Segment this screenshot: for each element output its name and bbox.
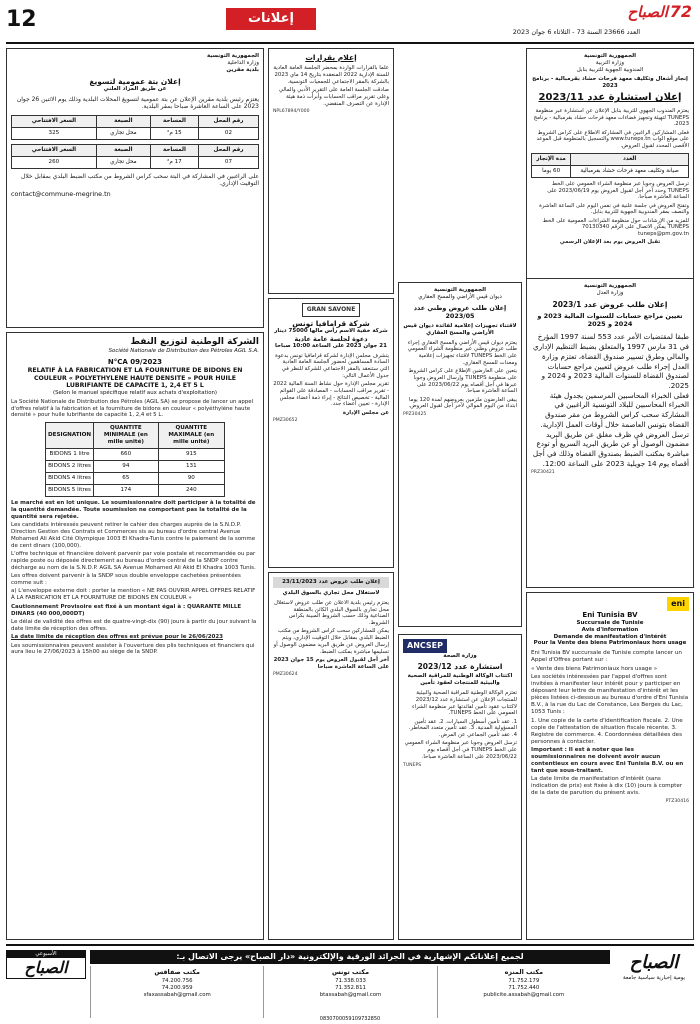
table-cell: 90: [158, 472, 224, 484]
ad-paragraph: فعلى المشاركين الراغبين في المشاركة الاطلاع على كراس الشروط على موقع الواب www.tuneps.tn والتسجيل بالمنظومة قبل الموعد الأقصى المحدد لقبول العروض.: [536, 129, 689, 150]
ad-subtitle: لاقتناء تجهيزات إعلامية لفائدة ديوان قيس الأراضي والمسح العقاري: [403, 322, 517, 336]
table-cell: محل تجاري: [96, 156, 150, 168]
table-head: الصبغة: [96, 115, 150, 127]
table-cell: 260: [12, 156, 97, 168]
lease-table-1: [11, 115, 259, 140]
ad-title: RELATIF À LA FABRICATION ET LA FOURNITURE DE BIDONS EN COULEUR « POLYETHYLENE HAUTE DENSITE » POUR HUILE LUBRIFIANTE DE CAPACITE 1, 2,4 ET 5 L: [27, 366, 243, 390]
ad-paragraph: يتشرف مجلس الإدارة لشركة قرامافيا تونس بدعوة السادة المساهمين لحضور الجلسة العامة العادية التي ستنعقد بالمقر الاجتماعي للشركة للنظر في جدول الأعمال التالي:: [275, 352, 389, 379]
ad-reference: PTZ30416: [665, 799, 689, 805]
office-email[interactable]: sfaxassabah@gmail.com: [143, 991, 211, 998]
table-head: العدد: [571, 153, 689, 165]
table-head: السعر الافتتاحي: [12, 144, 97, 156]
masthead-logo: [626, 2, 692, 32]
company-line: Avis d'information: [581, 626, 639, 633]
office-fax: 71.752.440: [508, 984, 540, 991]
page-header: [0, 0, 700, 46]
column-3: [398, 48, 522, 940]
eni-logo: eni: [667, 597, 689, 611]
issue-line: العدد 23666 السنة 73 - الثلاثاء 6 جوان 2023: [512, 28, 640, 36]
ad-justice-ministry: [526, 278, 694, 588]
table-cell: 07: [198, 156, 258, 168]
ad-ancsep: [398, 634, 522, 940]
ad-subtitle: تعيين مراجع حسابات للسنوات المالية 2023 و 2024 و 2025: [537, 312, 683, 329]
ad-sndp-agil: [6, 332, 264, 940]
republic-label: الجمهورية التونسية: [583, 283, 637, 289]
office-fax: 74.200.959: [161, 984, 193, 991]
table-cell: BIDONS 2 litres: [46, 460, 94, 472]
table-head: الصبغة: [96, 144, 150, 156]
table-head: رقم المحل: [198, 144, 258, 156]
ad-intro: (Selon le manuel spécifique relatif aux achats d'exploitation): [52, 390, 218, 396]
ad-paragraph: على الراغبين في المشاركة في البتة سحب كراس الشروط من مكتب الضبط البلدي بمقابل خلال التوقيت الإداري.: [20, 172, 259, 188]
office-title: مكتب تونس: [331, 968, 370, 976]
ad-signature: عن مجلس الإدارة: [342, 409, 389, 416]
ad-municipal-tender: [268, 572, 394, 940]
table-cell: 65: [94, 472, 159, 484]
office-email[interactable]: btassabah@gmail.com: [319, 991, 382, 998]
ad-intro: يعتزم المندوب الجهوي للتربية بنابل الإعلان عن استشارة عبر منظومة TUNEPS لتهيئة وتجهيز فضاءات معهد فرحات حشاد بقرمبالية - برنامج 2023.: [533, 107, 689, 128]
subject-label: إنجاز أشغال وتكليف معهد فرحات حشاد بقرمبالية - برنامج 2023: [532, 75, 688, 89]
ad-title: إعلان طلب عروض عدد 2023/1: [552, 299, 668, 309]
contact-email[interactable]: contact@commune-megrine.tn: [11, 189, 111, 198]
ad-paragraph: يعتزم رئيس بلدية مقرين الإعلان عن بتة عمومية لتسويغ المحلات البلدية وذلك يوم الاثنين 26 جوان 2023 على الساعة العاشرة صباحا بمقر البلدية.: [16, 95, 259, 111]
masthead-number: 72: [669, 2, 692, 21]
ad-paragraph: ترسل العروض وجوبا عبر منظومة الشراء العمومي على الخط TUNEPS وحدد آخر أجل لقبول العروض يوم 2023/06/19 على الساعة العاشرة صباحا.: [547, 180, 689, 201]
company-name: Eni Tunisia BV: [582, 611, 638, 619]
header-rule: [6, 42, 694, 44]
footer-contact-cell: [90, 966, 263, 1018]
table-head: السعر الافتتاحي: [12, 115, 97, 127]
ad-paragraph: صادقت الجلسة العامة على التقرير الأدبي والمالي وعلى تقرير مراقب الحسابات وأبرأت ذمة هيئة الإدارة عن التصرف المنقضي.: [278, 87, 389, 107]
footer-contact-cell: [263, 966, 436, 1018]
ministry-label: وزارة التربية: [595, 59, 625, 66]
ad-megrine-municipality: [6, 48, 264, 328]
table-cell: محل تجاري: [96, 127, 150, 139]
footer-logo-tagline: يومية إخبارية سياسية جامعة: [622, 974, 686, 981]
ad-paragraph: Eni Tunisia BV succursale de Tunisie compte lancer un Appel d'Offres portant sur :: [531, 650, 682, 664]
ad-reference: PMZ30624: [273, 672, 298, 678]
footer-account-number: 0830700059109732850: [319, 1016, 381, 1022]
footer-contact-cells: [90, 966, 610, 1018]
ad-paragraph: Les soumissionnaires peuvent assister à l'ouverture des plis techniques et financiers qui aura lieu le 27/06/2023 à 15h00 au siège de la SNDP.: [11, 642, 255, 656]
ad-paragraph: ترسل العروض وجوبا عبر منظومة الشراء العمومي على الخط TUNEPS في أجل أقصاه يوم 2023/06/22 على الساعة العاشرة صباحا.: [404, 740, 517, 760]
ad-title: إعلان بتة عمومية لتسويغ: [89, 76, 181, 86]
column-1: [526, 48, 694, 940]
ad-land-survey: [398, 282, 522, 627]
table-cell: BIDONS 4 litres: [46, 472, 94, 484]
table-cell: 02: [198, 127, 258, 139]
footer-logo-name: الصباح: [24, 957, 68, 977]
ad-paragraph: يعتزم ديوان قيس الأراضي والمسح العقاري إجراء طلب عروض وطني عبر منظومة الشراء العمومي على الخط TUNEPS لاقتناء تجهيزات إعلامية ومعدات للمسح العقاري.: [407, 339, 517, 366]
ancsep-logo: ANCSEP: [403, 639, 447, 653]
ad-paragraph: a) L'enveloppe externe doit : porter la mention « NE PAS OUVRIR APPEL OFFRES RELATIF À LA FABRICATION ET LA FOURNITURE DE BIDONS EN COULEUR »: [11, 588, 256, 602]
office-email[interactable]: publicite.assabah@gmail.com: [483, 991, 565, 998]
ad-deadline: آخر أجل لقبول العروض يوم 15 جوان 2023 على الساعة العاشرة صباحا: [273, 656, 389, 670]
table-cell: 915: [158, 448, 224, 460]
ad-reference: PMZ30652: [273, 418, 298, 424]
office-phone: 71.752.179: [508, 978, 540, 984]
office-title: مكتب صفاقس: [154, 968, 201, 976]
office-phone: 71.338.033: [335, 978, 366, 984]
table-cell: 131: [158, 460, 224, 472]
ad-decisions: [268, 48, 394, 294]
ad-table: [531, 153, 689, 178]
ad-subtitle: لاستغلال محل تجاري بالسوق البلدي: [282, 589, 380, 596]
table-cell: 94: [94, 460, 159, 472]
ad-reference: PRZ30421: [531, 470, 555, 476]
footer-rule: [6, 944, 694, 946]
column-4: [6, 48, 264, 940]
table-head: DESIGNATION: [46, 423, 94, 449]
ad-paragraph: La date limite de manifestation d'intérêt (sans indication de prix) est fixée à dix (10) jours à compter de la date de parution du présent avis.: [531, 776, 683, 797]
table-row: [46, 460, 225, 472]
ad-reference: TUNEPS: [403, 762, 422, 768]
ad-paragraph: علما بالقرارات الواردة بمحضر الجلسة العامة العادية للسنة الإدارية 2022 المنعقدة بتاريخ 14 ماي 2023 بالشركة بالمقر الاجتماعي للجمعيات التونسية.: [273, 65, 389, 85]
office-fax: 71.352.811: [335, 984, 366, 991]
ad-title: إعلان طلب عروض عدد 23/11/2023: [282, 579, 380, 585]
table-row: [46, 448, 225, 460]
ad-date: 21 جوان 2023 على الساعة 10:00 صباحا: [275, 342, 387, 349]
ad-paragraph: طبقا لمقتضيات الأمر عدد 553 لسنة 1997 المؤرخ في 31 مارس 1997 والمتعلق بضبط التنظيم الإداري والمالي وطرق تسيير صندوق القضاة، تعتزم وزارة العدل إجراء طلب عروض لتعيين مراجع حسابات لصندوق القضاة للسنوات المالية 2023 و 2024 و 2025.: [533, 332, 689, 390]
ad-paragraph: La Société Nationale de Distribution des Pétroles (AGIL SA) se propose de lancer un appel d'offres relatif à la fabrication et la fourniture de bidons en couleur « polyéthylène haute densité » pour huile lubrifiante de capacité 1, 2,4 et 5 L.: [11, 398, 254, 419]
office-phone: 74.200.756: [161, 978, 193, 984]
office-title: مكتب المنزه: [504, 968, 544, 976]
table-cell: 325: [12, 127, 97, 139]
table-row: [12, 156, 259, 168]
ad-banner: [273, 577, 389, 588]
lease-table-2: [11, 144, 259, 169]
ad-paragraph: وتفتح العروض في جلسة علنية في نفس اليوم على الساعة العاشرة والنصف بمقر المندوبية الجهوية للتربية بنابل.: [539, 202, 689, 216]
ad-paragraph: للمزيد من الإرشادات حول منظومة الشراءات العمومية على الخط TUNEPS يمكن الاتصال على الرقم 70130340 tuneps@pm.gov.tn: [542, 217, 689, 238]
table-cell: 174: [94, 484, 159, 496]
footer-contact-cell: [437, 966, 610, 1018]
ad-paragraph: 1. Une copie de la carte d'identification fiscale. 2. Une copie de l'attestation de situation fiscale récente. 3. Registre de commerce. 4. Coordonnées détaillées des personnes à contacter.: [531, 717, 683, 745]
ad-subtitle: عن طريق المزاد العلني: [103, 86, 167, 92]
footer-logo-name: الصباح: [629, 952, 679, 973]
page-number: 12: [6, 7, 37, 32]
masthead-name: الصباح: [627, 3, 668, 21]
table-cell: صيانة وتكليف معهد فرحات حشاد بقرمبالية: [571, 165, 689, 177]
table-cell: BIDONS 1 litre: [46, 448, 94, 460]
ad-paragraph: تقرير مجلس الإدارة حول نشاط السنة المالية 2022 - تقرير مراقب الحسابات - المصادقة على القوائم المالية - تخصيص النتائج - إبراء ذمة أعضاء مجلس الإدارة - تعيين أعضاء جدد.: [273, 381, 389, 408]
table-row: [46, 472, 225, 484]
quantity-table: [45, 422, 225, 497]
page-footer: [0, 944, 700, 1024]
table-row: [46, 484, 225, 496]
ad-paragraph: Les offres doivent parvenir à la SNDP sous double enveloppe cachetées présentées comme suit :: [11, 573, 241, 587]
table-head: المساحة: [150, 115, 198, 127]
agil-logo-text: الشركة الوطنية لتوزيع النفط: [130, 337, 259, 347]
ad-eni-tunisia: [526, 592, 694, 940]
ad-subtitle: شركة خفية الاسم رأس مالها 75000 دينار: [274, 327, 388, 334]
company-line: Pour la Vente des biens Patrimoniaux hors usage: [533, 640, 687, 647]
ad-paragraph: Cautionnement Provisoire est fixé à un montant égal à : QUARANTE MILLE DINARS (40 000,000DT): [11, 603, 242, 617]
table-head: QUANTITE MINIMALE (en mille unité): [94, 423, 159, 449]
ministry-label: وزارة الداخلية: [227, 59, 259, 66]
ad-deadline: La date limite de réception des offres est prévue pour le 26/06/2023: [11, 634, 224, 641]
table-head: المساحة: [150, 144, 198, 156]
ad-subtitle: اكتتاب الوكالة الوطنية للمراقبة الصحية والبيئية للمنتجات لعقود تأمين: [407, 673, 513, 687]
table-cell: 17 م²: [150, 156, 198, 168]
ad-paragraph: Le délai de validité des offres est de quatre-vingt-dix (90) jours à partir du jour suivant la date limite de réception des offres.: [11, 618, 257, 632]
company-line: Demande de manifestation d'intérêt: [553, 633, 667, 640]
footer-logo-tagline: الأسبوعي: [7, 951, 85, 958]
agil-logo-subtext: Société Nationale de Distribution des Pétroles AGIL S.A.: [108, 348, 259, 355]
table-cell: 240: [158, 484, 224, 496]
footer-logo-right: [616, 952, 692, 981]
ad-title: إعلام بقرارات: [305, 53, 357, 62]
company-logo: GRAN SAVONE: [302, 303, 361, 317]
table-cell: 60 يوما: [532, 165, 571, 177]
ministry-label: وزارة الصحة: [443, 653, 477, 659]
ad-title: شركة قرامافيا تونس: [292, 318, 370, 328]
ad-number: N°CA 09/2023: [107, 358, 163, 366]
ad-reference: NPL67894/Y000: [273, 109, 310, 115]
ad-paragraph: يمكن للمشاركين سحب كراس الشروط من مكتب الضبط البلدي بمقابل خلال التوقيت الإداري، ويتم إرسال العروض عن طريق البريد مضمون الوصول أو تسليمها مباشرة بمكتب الضبط.: [273, 628, 389, 655]
ad-note: تقبل العروض يوم بعد الإعلان الرسمي: [559, 239, 661, 246]
city-label: بلدية مقرين: [226, 66, 259, 73]
ad-paragraph: Les sociétés intéressées par l'appel d'offres sont invitées à manifester leur intérêt pour y participer en déposant leur lettre de manifestation d'intérêt et les pièces listées ci-dessous au bureau d'ordre d'Eni Tunisia B.V., à la rue du Lac de Constance, Les Berges du Lac, 1053 Tunis :: [531, 674, 689, 716]
table-row: [12, 127, 259, 139]
republic-label: الجمهورية التونسية: [433, 287, 487, 293]
ad-paragraph: Important : Il est à noter que les soumissionnaires ne doivent avoir aucun contentieux en cours avec Eni Tunisia B.V. ou en tant que sous-traitant.: [531, 747, 684, 774]
republic-label: الجمهورية التونسية: [206, 53, 259, 59]
ad-paragraph: Le marché est en lot unique. Le soumissionnaire doit participer à la totalité de la quantité demandée. Toute soumission ne comportant pas la totalité de la quantité sera rejetée.: [11, 499, 256, 520]
ad-title: إعلان استشارة عدد 2023/11: [538, 92, 682, 104]
footer-logo-left: [6, 950, 86, 979]
table-head: رقم المحل: [198, 115, 258, 127]
region-label: المندوبية الجهوية للتربية بنابل: [576, 66, 644, 73]
ad-call: دعوة لجلسة عامة عادية: [294, 334, 368, 343]
ad-title: استشارة عدد 2023/12: [417, 661, 503, 671]
ad-paragraph: فعلى الخبراء المحاسبين المرسمين بجدول هيئة الخبراء المحاسبين للبلاد التونسية الراغبين في المشاركة سحب كراس الشروط من مقر صندوق القضاة بتونس العاصمة خلال أوقات العمل الإدارية.: [540, 390, 689, 429]
footer-banner: لجميع إعلاناتكم الإشهارية في الجرائد الورقية والإلكترونية «دار الصباح» يرجى الاتصال بـ:: [90, 950, 610, 964]
republic-label: الجمهورية التونسية: [583, 53, 637, 59]
ad-reference: PPZ30425: [403, 412, 427, 417]
ad-paragraph: L'offre technique et financière doivent parvenir par voie postale et recommandée ou par rapide poste ou déposée directement au bureau d'ordre central de la SNDP contre décharge au nom de la S.N.D.P. AGIL SA Avenue Mohamed Ali Akid El Khadra 1003 Tunis.: [11, 551, 256, 571]
table-cell: 660: [94, 448, 159, 460]
ad-paragraph: تعتزم الوكالة الوطنية للمراقبة الصحية والبيئية للمنتجات الإعلان عن استشارة عدد 2023/12 لاكتتاب عقود تأمين لفائدتها عبر منظومة الشراء العمومي على الخط TUNEPS.: [411, 690, 517, 717]
ministry-label: وزارة العدل: [596, 289, 624, 296]
company-line: Succursale de Tunisie: [576, 619, 644, 626]
ministry-label: ديوان قيس الأراضي والمسح العقاري: [418, 293, 502, 300]
ad-paragraph: Les candidats intéressés peuvent retirer le cahier des charges auprès de la S.N.D.P. Direction Gestion des Contrats et Commerces sis au bureau d'ordre central Avenue Mohamed Ali Akid Cité Olympique 1003 El Khadra-Tunis contre le paiement de la somme de cent dinars (100,000).: [11, 522, 256, 549]
ad-paragraph: يبقى العارضون ملزمين بعروضهم لمدة 120 يوما ابتداء من اليوم الموالي لآخر أجل لقبول العروض.: [408, 396, 517, 410]
column-2: [268, 48, 394, 940]
section-title: إعلانات: [226, 8, 316, 30]
ad-paragraph: يعتزم رئيس بلدية الاعلان عن طلب عروض لاستغلال محل تجاري بالسوق البلدي الكائن بالمنطقة الصناعية وذلك حسب الشروط المبينة بكراس الشروط.: [273, 599, 389, 626]
ad-paragraph: « Vente des biens Patrimoniaux hors usage »: [531, 665, 658, 672]
ad-paragraph: ترسل العروض في ظرف مغلق عن طريق البريد مضمون الوصول أو عن طريق البريد السريع أو تودع مباشرة بمكتب الضبط بصندوق القضاة وذلك في أجل أقصاه يوم 14 جويلية 2023 على الساعة 12:00.: [532, 429, 689, 468]
ad-paragraph: 1. عقد تأمين أسطول السيارات. 2. عقد تأمين المسؤولية المدنية. 3. عقد تأمين متعدد المخاطر. 4. عقد تأمين الجماعي عن المرض.: [408, 718, 517, 738]
table-cell: 15 م²: [150, 127, 198, 139]
table-cell: BIDONS 5 litres: [46, 484, 94, 496]
table-head: QUANTITE MAXIMALE (en mille unité): [158, 423, 224, 449]
ad-title: إعلان طلب عروض وطني عدد 2023/05: [413, 303, 507, 320]
ad-paragraph: يتعين على العارضين الإطلاع على كراس الشروط على منظومة TUNEPS وإرسال العروض وجوبا عبرها في أجل أقصاه يوم 2023/06/22 على الساعة العاشرة صباحا.: [408, 368, 517, 395]
ad-gramafia: [268, 298, 394, 568]
table-head: مدة الإنجاز: [532, 153, 571, 165]
